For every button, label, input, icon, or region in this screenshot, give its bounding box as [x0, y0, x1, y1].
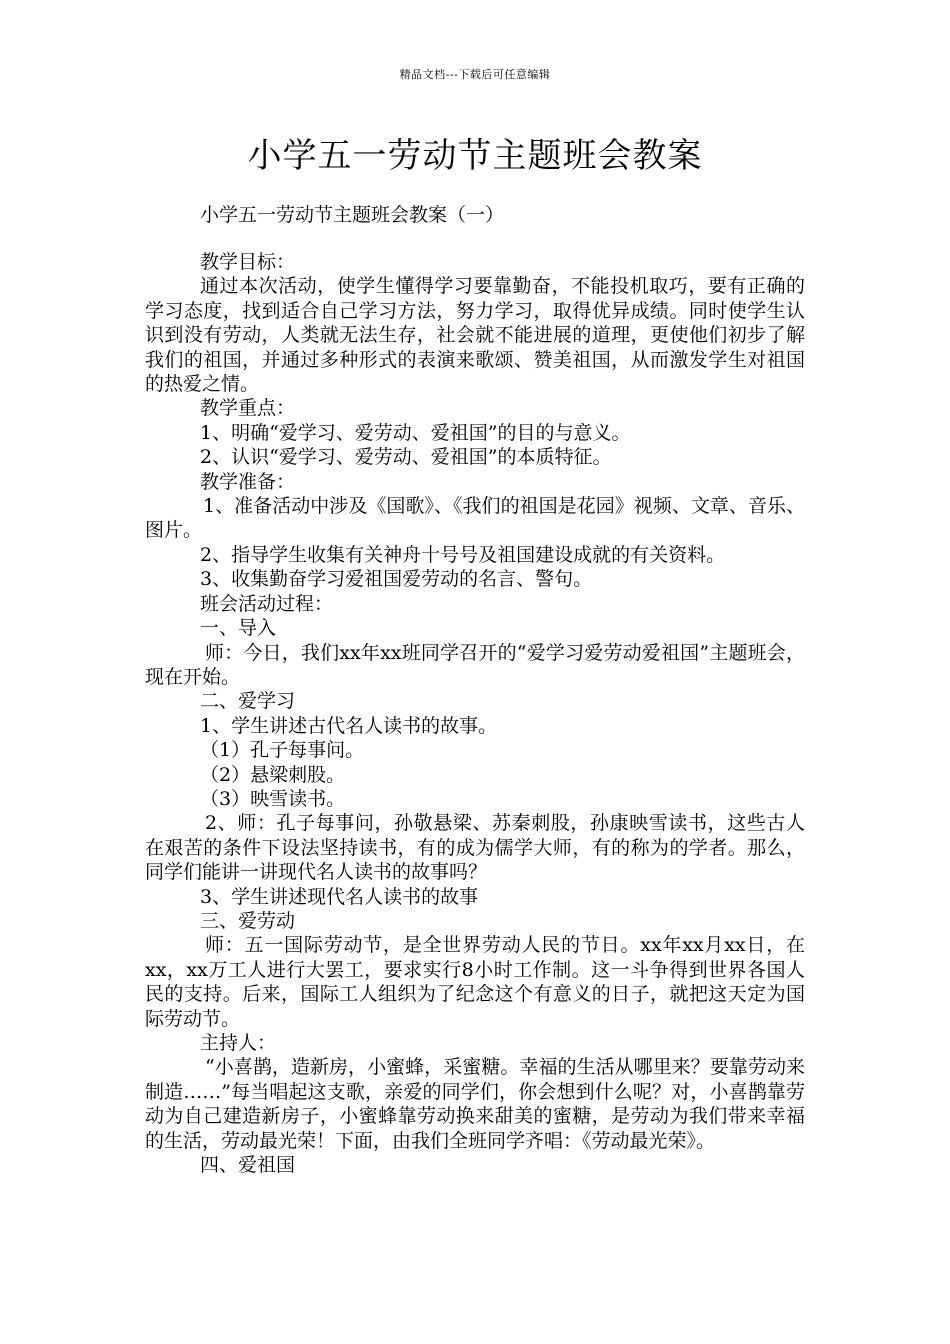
- section-heading: 三、爱劳动: [200, 909, 296, 932]
- heading-teaching-focus: 教学重点：: [200, 397, 296, 420]
- list-item: （1）孔子每事问。: [200, 739, 365, 762]
- paragraph: 2、师：孔子每事问，孙敬悬梁、苏秦刺股，孙康映雪读书，这些古人在艰苦的条件下设法坚持读书，有的成为儒学大师，有的称为的学者。那么，同学们能讲一讲现代名人读书的故事吗？: [145, 812, 805, 884]
- document-title: 小学五一劳动节主题班会教案: [247, 136, 703, 176]
- paragraph: “小喜鹊，造新房，小蜜蜂，采蜜糖。幸福的生活从哪里来？要靠劳动来制造……”每当唱起这支歌，亲爱的同学们，你会想到什么呢？对，小喜鹊靠劳动为自己建造新房子，小蜜蜂靠劳动换来甜美的蜜糖，是劳动为我们带来幸福的生活，劳动最光荣！下面，由我们全班同学齐唱：《劳动最光荣》。: [145, 1056, 805, 1152]
- list-item: 1、准备活动中涉及《国歌》、《我们的祖国是花园》视频、文章、音乐、图片。: [145, 495, 805, 542]
- document-body: [145, 250, 805, 1177]
- list-item: 3、收集勤奋学习爱祖国爱劳动的名言、警句。: [200, 568, 593, 591]
- paragraph-teaching-goals: 通过本次活动，使学生懂得学习要靠勤奋，不能投机取巧，要有正确的学习态度，找到适合自己学习方法，努力学习，取得优异成绩。同时使学生认识到没有劳动，人类就无法生存，社会就不能进展的道理，更使他们初步了解我们的祖国，并通过多种形式的表演来歌颂、赞美祖国，从而激发学生对祖国的热爱之情。: [145, 275, 805, 396]
- list-item: （2）悬梁刺股。: [200, 763, 346, 786]
- section-heading: 二、爱学习: [200, 690, 296, 713]
- heading-teaching-preparation: 教学准备：: [200, 470, 296, 493]
- list-item: （3）映雪读书。: [200, 787, 346, 810]
- section-heading: 一、导入: [200, 617, 277, 640]
- paragraph: 师：五一国际劳动节，是全世界劳动人民的节日。xx年xx月xx日，在xx，xx万工人进行大罢工，要求实行8小时工作制。这一斗争得到世界各国人民的支持。后来，国际工人组织为了纪念这个有意义的日子，就把这天定为国际劳动节。: [145, 934, 805, 1030]
- heading-teaching-goals: 教学目标：: [200, 251, 296, 273]
- heading-host: 主持人：: [200, 1032, 277, 1054]
- page-header-note: 精品文档---下载后可任意编辑: [399, 68, 551, 81]
- list-item: 1、学生讲述古代名人读书的故事。: [200, 714, 498, 737]
- list-item: 3、学生讲述现代名人读书的故事: [200, 885, 479, 908]
- paragraph: 师：今日，我们xx年xx班同学召开的“爱学习爱劳动爱祖国”主题班会，现在开始。: [145, 641, 805, 688]
- section-subtitle: 小学五一劳动节主题班会教案（一）: [200, 204, 505, 226]
- list-item: 2、指导学生收集有关神舟十号号及祖国建设成就的有关资料。: [200, 543, 726, 566]
- section-heading: 四、爱祖国: [200, 1154, 296, 1177]
- list-item: 2、认识“爱学习、爱劳动、爱祖国”的本质特征。: [200, 446, 612, 469]
- heading-activity-process: 班会活动过程：: [200, 592, 334, 615]
- list-item: 1、明确“爱学习、爱劳动、爱祖国”的目的与意义。: [200, 421, 631, 444]
